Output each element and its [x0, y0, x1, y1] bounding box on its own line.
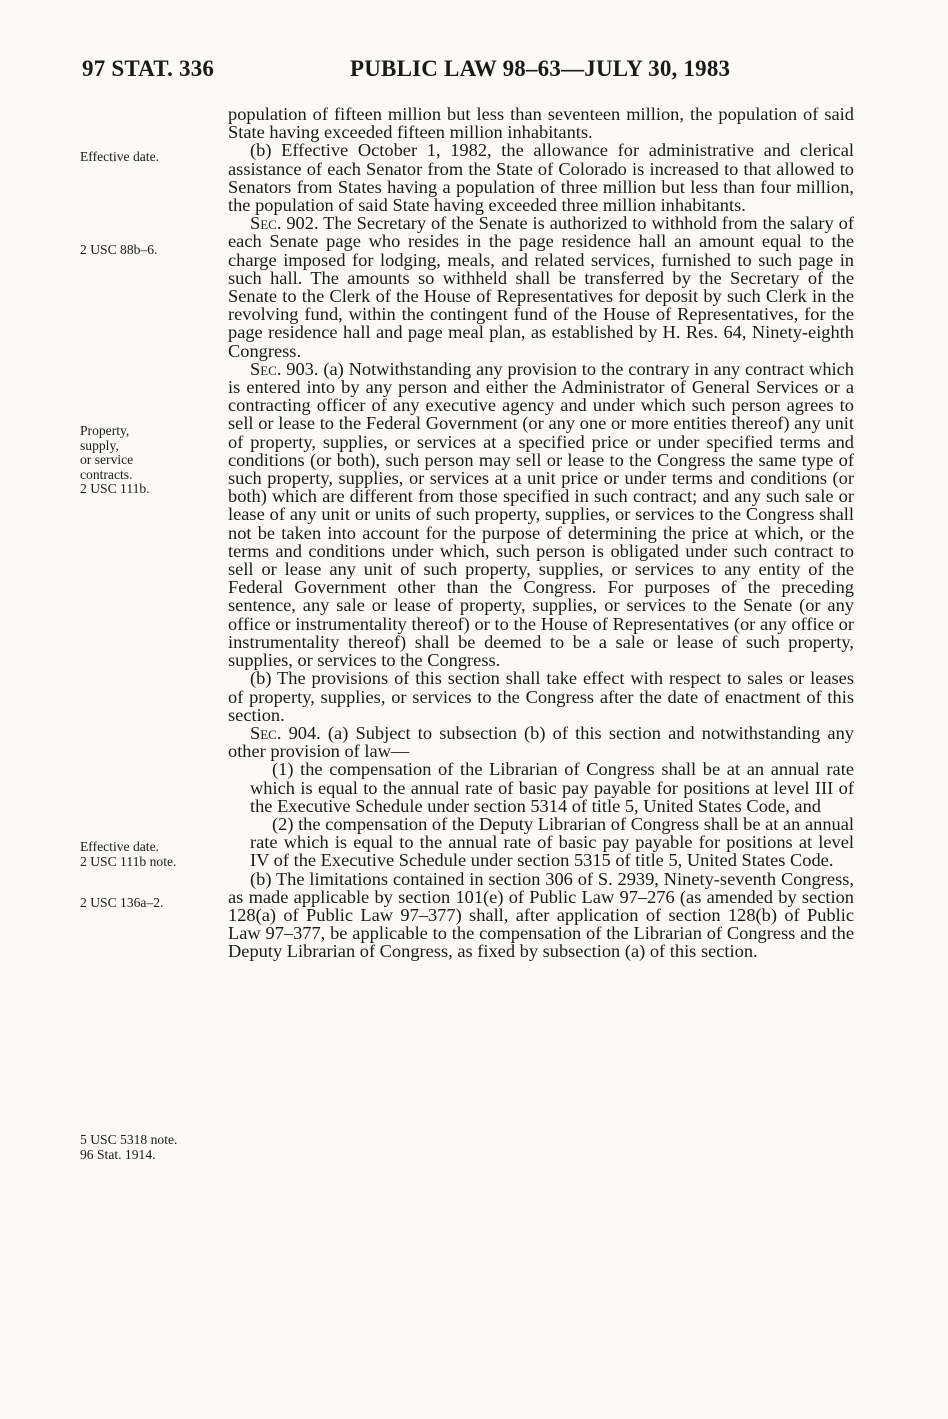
section-label: Sec.: [250, 213, 282, 234]
margin-note-line: or service: [80, 452, 134, 467]
margin-note-effective-date: [80, 150, 210, 165]
stat-reference: 97 STAT. 336: [82, 56, 215, 81]
section-904-item-2: (2) the compensation of the Deputy Librarian of Congress shall be at an annual rate which is equal to the annual rate of basic pay payable for positions at level IV of the Executive Schedule under section 5315 of title 5, United States Code.: [250, 813, 854, 871]
margin-note-line: 2 USC 111b.: [80, 481, 150, 496]
page-title: PUBLIC LAW 98–63—JULY 30, 1983: [350, 56, 731, 81]
margin-note-usc-88b6: [80, 243, 210, 258]
section-label: Sec.: [250, 722, 282, 743]
margin-note-effective-date-111b: [80, 840, 210, 869]
margin-note-line: 2 USC 88b–6.: [80, 242, 158, 257]
margin-note-line: Property,: [80, 423, 130, 438]
section-904-item-1: (1) the compensation of the Librarian of Congress shall be at an annual rate which is equal to the annual rate of basic pay payable for positions at level III of the Executive Schedule under section 5314 of title 5, United States Code, and: [250, 759, 854, 816]
margin-note-line: Effective date.: [80, 149, 160, 164]
margin-note-property-contracts: [80, 424, 210, 497]
margin-note-line: 5 USC 5318 note.: [80, 1132, 178, 1147]
section-903-text: 903. (a) Notwithstanding any provision to the contrary in any contract which is entered into by any person and either the Administrator of General Services or a contracting officer of any executive agency and under which such person agrees to sell or lease to the Federal Government (or any one or more entities thereof) any unit of property, supplies, or services at a specified price or under specified terms and conditions (or both), such person may sell or lease to the Congress the same type of such property, supplies, or services at a unit price or under terms and conditions (or both) which are different from those specified in such contract; and any such sale or lease of any unit or units of such property, supplies, or services to the Congress shall not be taken into account for the purpose of determining the price at which, or the terms and conditions under which, such person is obligated under such contract to sell or lease any unit of such property, supplies, or services to any entity of the Federal Government other than the Congress. For purposes of the preceding sentence, any sale or lease of property, supplies, or services to the Senate (or any office or instrumentality thereof) or to the House of Representatives (or any office or instrumentality thereof) shall be deemed to be a sale or lease of such property, supplies, or services to the Congress.: [228, 358, 854, 671]
statute-body: [228, 105, 854, 961]
margin-note-usc-136a2: [80, 896, 210, 911]
section-904: [228, 724, 854, 760]
section-903: [228, 360, 854, 669]
margin-note-line: contracts.: [80, 466, 133, 482]
section-902: [228, 214, 854, 360]
margin-note-line: supply,: [80, 437, 119, 453]
margin-note-line: 2 USC 136a–2.: [80, 895, 164, 910]
section-903-b: (b) The provisions of this section shall take effect with respect to sales or leases of property, supplies, or services to the Congress after the date of enactment of this section.: [228, 668, 854, 725]
margin-note-line: Effective date.: [80, 839, 160, 854]
margin-note-usc-5318: [80, 1133, 210, 1162]
section-902-text: 902. The Secretary of the Senate is authorized to withhold from the salary of each Senate page who resides in the page residence hall an amount equal to the charge imposed for lodging, meals, and related services, furnished to such page in such hall. The amounts so withheld shall be transferred by the Secretary of the Senate to the Clerk of the House of Representatives for deposit by such Clerk in the revolving fund, within the contingent fund of the House of Representatives, for the page residence hall and page meal plan, as established by H. Res. 64, Ninety-eighth Congress.: [228, 213, 854, 361]
section-904-b: (b) The limitations contained in section 306 of S. 2939, Ninety-seventh Congress, as made applicable by section 101(e) of Public Law 97–276 (as amended by section 128(a) of Public Law 97–377) shall, after application of section 128(b) of Public Law 97–377, be applicable to the compensation of the Librarian of Congress and the Deputy Librarian of Congress, as fixed by subsection (a) of this section.: [228, 868, 854, 962]
section-904-text: 904. (a) Subject to subsection (b) of this section and notwithstanding any other provision of law—: [228, 722, 854, 762]
section-label: Sec.: [250, 358, 282, 379]
paragraph-colorado-allowance: (b) Effective October 1, 1982, the allowance for administrative and clerical assistance of each Senator from the State of Colorado is increased to that allowed to Senators from States having a population of three million but less than four million, the population of said State having exceeded three million inhabitants.: [228, 140, 854, 216]
margin-note-line: 96 Stat. 1914.: [80, 1146, 156, 1162]
margin-note-line: 2 USC 111b note.: [80, 853, 177, 869]
paragraph-continuation: population of fifteen million but less than seventeen million, the population of said State having exceeded fifteen million inhabitants.: [228, 104, 854, 143]
